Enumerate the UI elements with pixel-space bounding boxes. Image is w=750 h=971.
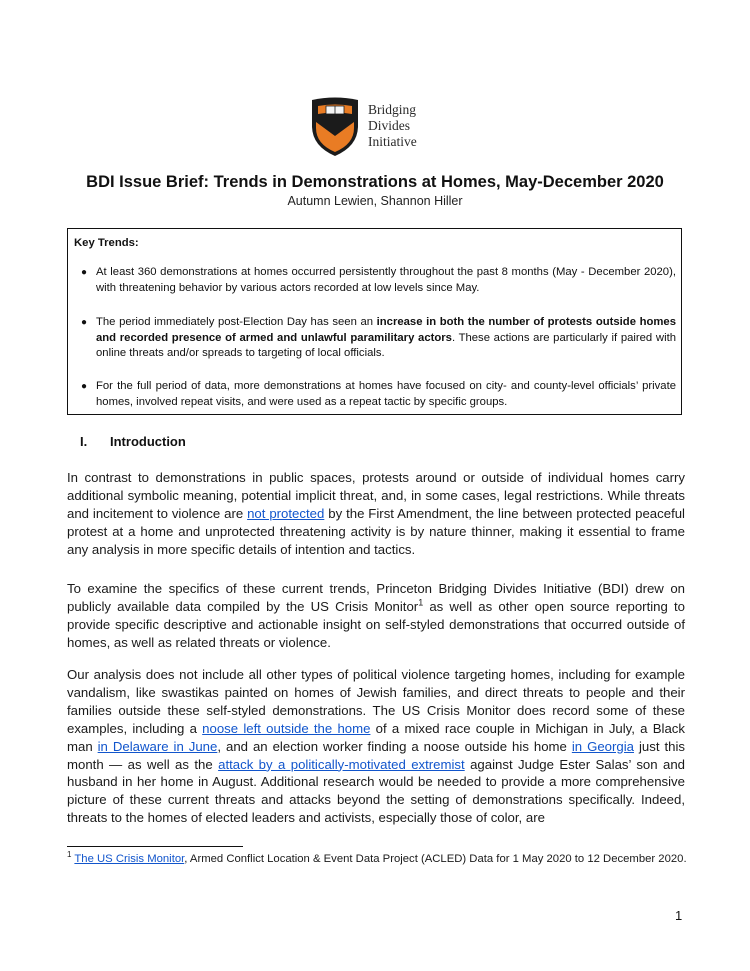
us-crisis-monitor-link[interactable]: The US Crisis Monitor xyxy=(74,853,185,865)
noose-michigan-link[interactable]: noose left outside the home xyxy=(202,720,371,736)
paragraph-text: of a mixed race couple in Michigan in July, a Black man xyxy=(67,720,685,754)
footnote-number: 1 xyxy=(67,850,72,860)
paragraph-text: In contrast to demonstrations in public spaces, protests around or outside of individual homes carry additional symbolic meaning, potential implicit threat, and, in some cases, legal restrictions. While threats and incitement to violence are xyxy=(67,470,685,521)
section-number: I. xyxy=(80,434,88,449)
intro-paragraph-2 xyxy=(67,580,685,652)
key-trends-box xyxy=(67,228,682,415)
section-title: Introduction xyxy=(110,434,186,449)
paragraph-text: by the First Amendment, the line between protected peaceful protest at a home and unprotected threatening activity is by nature thinner, making it essential to frame any analysis in more specific details of intention and tactics. xyxy=(67,505,685,557)
footnote-text: , Armed Conflict Location & Event Data Project (ACLED) Data for 1 May 2020 to 12 December 2020. xyxy=(184,853,687,865)
key-trend-text: For the full period of data, more demonstrations at homes have focused on city- and county-level officials’ private homes, involved repeat visits, and were used as a repeat tactic by specific groups. xyxy=(96,380,676,408)
intro-paragraph-3 xyxy=(67,666,685,827)
logo-wordmark xyxy=(368,102,417,150)
paragraph-text: To examine the specifics of these current trends, Princeton Bridging Divides Initiative (BDI) drew on publicly available data compiled by the US Crisis Monitor xyxy=(67,581,685,614)
bullet-icon: ● xyxy=(81,381,88,392)
paragraph-text: as well as other open source reporting to provide specific descriptive and actionable insight on self-styled demonstrations that occurred outside of homes, as well as related threats or violence. xyxy=(67,598,685,650)
intro-paragraph-1 xyxy=(67,469,685,559)
key-trend-text-end: . These actions are particularly if paired with online threats and/or spreads to targeting of local officials. xyxy=(96,331,676,359)
footnote-marker: 1 xyxy=(418,597,424,608)
key-trend-emphasis: increase in both the number of protests outside homes and recorded presence of armed and unlawful paramilitary actors xyxy=(96,316,676,344)
key-trend-text xyxy=(96,315,676,362)
key-trends-heading: Key Trends: xyxy=(74,237,139,249)
delaware-link[interactable]: in Delaware in June xyxy=(97,738,218,754)
page-number: 1 xyxy=(675,908,683,923)
document-authors: Autumn Lewien, Shannon Hiller xyxy=(287,194,463,208)
paragraph-text: , and an election worker finding a noose outside his home xyxy=(217,738,572,754)
document-title: BDI Issue Brief: Trends in Demonstrations at Homes, May-December 2020 xyxy=(86,173,664,191)
logo-line-1: Bridging xyxy=(368,102,417,117)
princeton-shield-icon xyxy=(310,96,360,158)
paragraph-text: against Judge Ester Salas’ son and husband in her home in August. Additional research would be needed to provide a more comprehensive picture of these current threats and attacks beyond the setting of demonstrations specifically. Indeed, threats to the homes of elected leaders and activists, especially those of color, are xyxy=(67,756,685,826)
key-trend-text: At least 360 demonstrations at homes occurred persistently throughout the past 8 months (May - December 2020), with threatening behavior by various actors recorded at low levels since May. xyxy=(96,266,676,294)
extremist-attack-link[interactable]: attack by a politically-motivated extremist xyxy=(218,756,465,772)
key-trend-item xyxy=(81,265,676,296)
key-trend-text-start: The period immediately post-Election Day has seen an xyxy=(96,316,377,328)
key-trend-item xyxy=(81,315,676,362)
logo-line-3: Initiative xyxy=(368,134,417,149)
paragraph-text: just this month — as well as the xyxy=(67,738,685,772)
section-heading xyxy=(80,434,186,449)
bdi-logo xyxy=(310,96,450,160)
bullet-icon: ● xyxy=(81,267,88,278)
footnote-divider xyxy=(67,846,243,847)
paragraph-text: Our analysis does not include all other types of political violence targeting homes, including for example vandalism, like swastikas painted on homes of Jewish families, and direct threats to people and their families outside these self-styled demonstrations. The US Crisis Monitor does record some of these examples, including a xyxy=(67,667,685,736)
bullet-icon: ● xyxy=(81,317,88,328)
footnote xyxy=(67,852,687,867)
georgia-link[interactable]: in Georgia xyxy=(571,738,634,754)
not-protected-link[interactable]: not protected xyxy=(247,505,325,521)
key-trend-item xyxy=(81,379,676,410)
logo-line-2: Divides xyxy=(368,118,410,133)
